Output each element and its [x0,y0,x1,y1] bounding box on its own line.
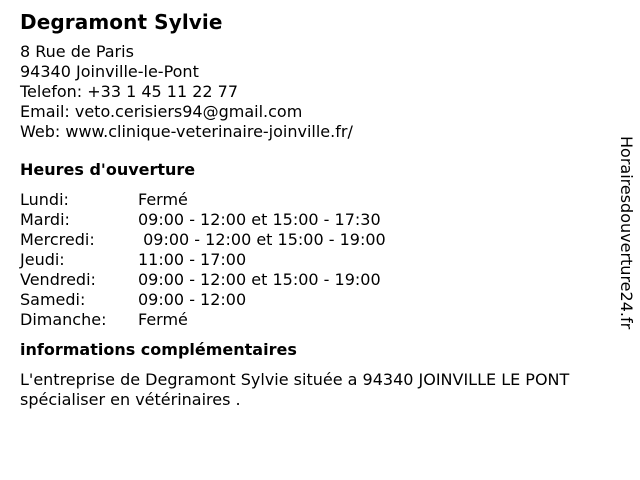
opening-time: 09:00 - 12:00 et 15:00 - 19:00 [138,270,381,289]
hours-title: Heures d'ouverture [20,160,196,179]
hours-row [20,210,386,230]
day-label: Lundi: [20,190,69,209]
opening-time: Fermé [138,190,188,209]
address-line-1: 8 Rue de Paris [20,42,134,61]
day-label: Mercredi: [20,230,95,249]
day-label: Vendredi: [20,270,96,289]
website-watermark: Horairesdouverture24.fr [617,136,636,330]
email-line: Email: veto.cerisiers94@gmail.com [20,102,303,121]
address-line-2: 94340 Joinville-le-Pont [20,62,199,81]
opening-time: 09:00 - 12:00 et 15:00 - 17:30 [138,210,381,229]
additional-info-title: informations complémentaires [20,340,297,359]
hours-row [20,310,386,330]
hours-row [20,290,386,310]
day-label: Mardi: [20,210,70,229]
day-label: Dimanche: [20,310,107,329]
additional-info-text: L'entreprise de Degramont Sylvie située a 94340 JOINVILLE LE PONT spécialiser en vétérinaires . [20,370,570,409]
business-card [20,8,620,410]
business-name: Degramont Sylvie [20,10,223,34]
website-line: Web: www.clinique-veterinaire-joinville.fr/ [20,122,353,141]
opening-time: 09:00 - 12:00 et 15:00 - 19:00 [138,230,386,249]
hours-row [20,230,386,250]
day-label: Samedi: [20,290,86,309]
opening-time: 11:00 - 17:00 [138,250,247,269]
opening-time: 09:00 - 12:00 [138,290,247,309]
hours-row [20,270,386,290]
hours-row [20,250,386,270]
day-label: Jeudi: [20,250,65,269]
hours-row [20,190,386,210]
phone-line: Telefon: +33 1 45 11 22 77 [20,82,239,101]
opening-hours-table [20,190,386,330]
opening-time: Fermé [138,310,188,329]
